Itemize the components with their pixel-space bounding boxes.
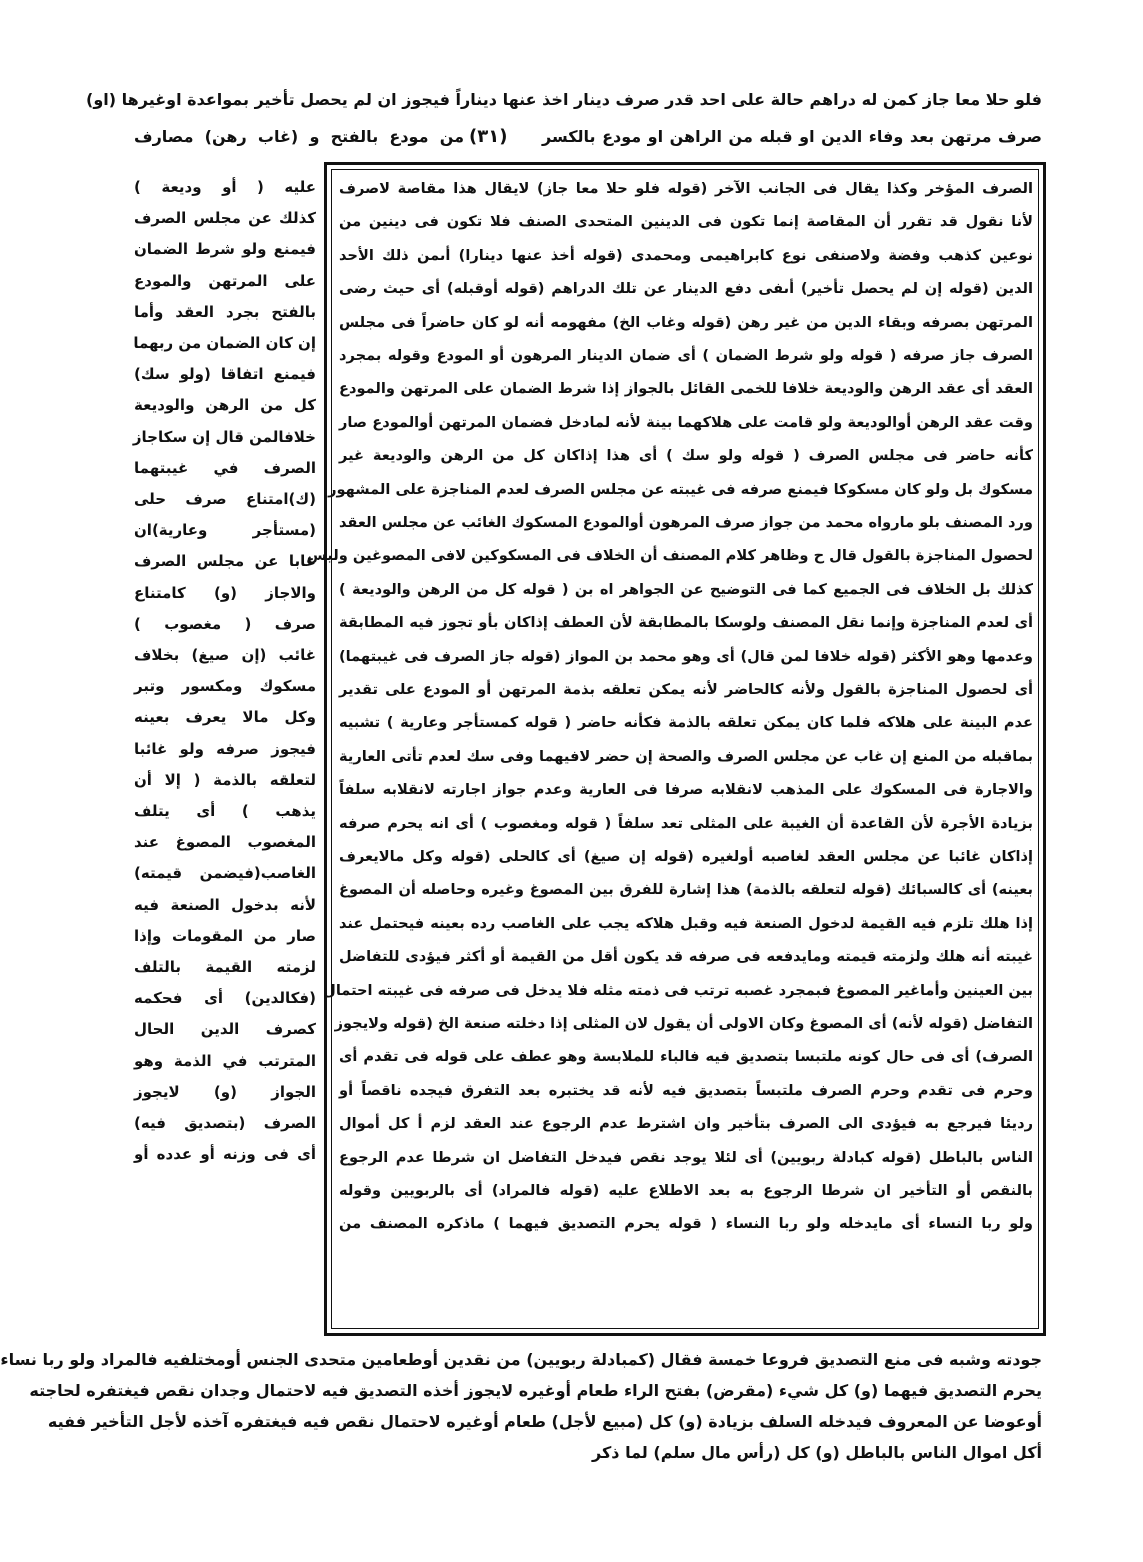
side-column-line: فيمنع اتفاقا (ولو سك) [134, 365, 316, 384]
side-column-line: المترتب في الذمة وهو [134, 1051, 316, 1070]
side-column-line: والاجاز (و) كامتناع [134, 583, 316, 602]
commentary-line: كذلك بل الخلاف فى الجميع كما فى التوضيح عن الجواهر اه بن ( قوله كل من الرهن والوديعة ) [339, 580, 1033, 598]
side-column-line: كصرف الدين الحال [134, 1020, 316, 1039]
commentary-line: إذا هلك تلزم فيه القيمة لدخول الصنعة فيه وقبل هلاكه يجب على الغاصب رده بعينه فيحتمل عند [339, 914, 1033, 932]
commentary-line: الصرف جاز صرفه ( قوله ولو شرط الضمان ) أى ضمان الدينار المرهون أو المودع وقوله بمجرد [339, 347, 1033, 364]
top-line-2: صرف مرتهن بعد وفاء الدين او قبله من الراهن او مودع بالكسر [542, 127, 1042, 146]
commentary-line: العقد أى عقد الرهن والوديعة خلافا للخمى القائل بالجواز إذا شرط الضمان على المرتهن والمودع [339, 380, 1033, 398]
side-column-line: الصرف (بتصديق فيه) [134, 1114, 316, 1132]
commentary-line: وقت عقد الرهن أوالوديعة ولو قامت على هلاكهما بينة لأنه لمادخل فضمان المرتهن أوالمودع صار [339, 413, 1033, 431]
side-column-line: الجواز (و) لايجوز [134, 1082, 316, 1101]
commentary-line: الدين (قوله إن لم يحصل تأخير) أىفى دفع الدينار عن تلك الدراهم (قوله أوقبله) أى حيث رضى [339, 280, 1033, 298]
bottom-text-line: جودته وشبه فى منع التصديق فروعا خمسة فقال (كمبادلة ربويين) من نقدين أوطعامين متحدى الجنس أومختلفيه فالمراد ولو ربا نساء [0, 1350, 1042, 1369]
commentary-line: والاجارة فى المسكوك على المذهب لانقلابه صرفا فى العارية وعدم جواز اجارته لانقلابه سلفاً [339, 781, 1033, 799]
commentary-line: غيبته أنه هلك ولزمته قيمته ومايدفعه فى صرفه قد يكون أقل من القيمة أو أكثر فيؤدى للتفاضل [339, 948, 1033, 966]
commentary-line: الناس بالباطل (قوله كبادلة ربويين) أى لئلا يوجد نقص فيدخل التفاضل ان شرطا عدم الرجوع [339, 1148, 1033, 1166]
side-column-line: مسكوك ومكسور وتبر [134, 677, 316, 696]
commentary-line: التفاضل (قوله لأنه) أى المصوغ وكان الاولى أن يقول لان المثلى إذا دخلته صنعة الخ (قوله ولايجوز [334, 1015, 1033, 1032]
side-column-line: لتعلقه بالذمة ( إلا أن [134, 770, 316, 789]
commentary-line: الصرف المؤخر وكذا يقال فى الجانب الآخر (قوله فلو حلا معا جاز) لايقال هذا مقاصة لاصرف [339, 180, 1033, 197]
bottom-text-line: أوعوضا عن المعروف فيدخله السلف بزيادة (و) كل (مبيع لأجل) طعام أوغيره لاحتمال نقص فيه فيغتفره آخذه لأجل التأخير ففيه [47, 1412, 1042, 1431]
side-column-line: لزمته القيمة بالتلف [134, 958, 316, 976]
side-column-line: كذلك عن مجلس الصرف [134, 209, 316, 228]
bottom-text-line: أكل اموال الناس بالباطل (و) كل (رأس مال سلم) لما ذكر [592, 1443, 1042, 1462]
commentary-line: ولو ربا النساء أى مايدخله ولو ربا النساء ( قوله يحرم التصديق فيهما ) ماذكره المصنف من [339, 1215, 1033, 1233]
bottom-text-line: يحرم التصديق فيهما (و) كل شيء (مقرض) بفتح الراء طعام أوغيره لايجوز أخذه التصديق فيه لاحتمال وجدان نقص فيغتفره لحاجته [29, 1381, 1042, 1400]
side-column-line: على المرتهن والمودع [134, 271, 316, 290]
side-column-line: (ك)امتناع صرف حلى [134, 490, 316, 508]
commentary-line: أى لحصول المناجزة بالقول ولأنه كالحاضر لأنه يمكن تعلقه بذمة المرتهن أو المودع على تقدير [339, 681, 1033, 698]
commentary-line: ورد المصنف بلو مارواه محمد من جواز صرف المرهون أوالمودع المسكوك الغائب عن مجلس العقد [339, 514, 1033, 531]
side-column-line: عليه ( أو وديعة ) [134, 178, 316, 196]
commentary-line: وحرم فى تقدم وحرم الصرف ملتبساً بتصديق فيه لأنه قد يختبره بعد التفرق فيجده ناقصاً أو [339, 1081, 1033, 1099]
side-column-line: فيمنع ولو شرط الضمان [134, 240, 316, 259]
side-column-line: وكل مالا يعرف بعينه [134, 708, 316, 727]
side-column-line: (فكالدين) أى فحكمه [134, 989, 316, 1008]
commentary-line: عدم البينة على هلاكه فلما كان يمكن تعلقه بالذمة فكأنه حاضر ( قوله كمستأجر وعارية ) تشبيه [339, 714, 1033, 732]
commentary-line: نوعين كذهب وفضة ولاصنفى نوع كابراهيمى ومحمدى (قوله أخذ عنها دينارا) أىمن ذلك الأحد [339, 246, 1033, 264]
page-number: (٣١) [469, 126, 508, 147]
side-column-line: فيجوز صرفه ولو غائبا [134, 739, 316, 758]
side-column-line: غائب (إن صيغ) بخلاف [134, 646, 316, 664]
side-column-line: صار من المقومات وإذا [134, 926, 316, 945]
top-line-1: فلو حلا معا جاز كمن له دراهم حالة على احد قدر صرف دينار اخذ عنها ديناراً فيجوز ان لم يحصل تأخير بمواعدة اوغيرها (او) [86, 90, 1042, 109]
side-column-line: صرف ( مغصوب ) [134, 614, 316, 633]
commentary-line: لحصول المناجزة بالقول قال ح وظاهر كلام المصنف أن الخلاف فى المسكوكين لافى المصوغين وليس [306, 547, 1033, 565]
side-column-line: خلافالمن قال إن سكاجاز [132, 427, 316, 446]
commentary-line: مسكوك بل ولو كان مسكوكا فيمنع صرفه فى غيبته عن مجلس الصرف لعدم المناجزة على المشهور [328, 480, 1033, 498]
commentary-line: رديئا فيرجع به فيؤدى الى الصرف بتأخير وان اشترط عدم الرجوع عند العقد لزم أ كل أموال [339, 1115, 1033, 1133]
side-column-line: إن كان الضمان من ربهما [133, 334, 316, 352]
commentary-line: بماقبله من المنع إن غاب عن مجلس الصرف والصحة إن حضر لافيهما وفى سك لعدم تأتى العارية [339, 747, 1033, 765]
side-column-line: (مستأجر وعارية)ان [134, 521, 316, 540]
top-line-3: من مودع بالفتح و (غاب رهن) مصارف [134, 127, 464, 146]
commentary-line: بالنقص أو التأخير ان شرطا الرجوع به بعد الاطلاع عليه (قوله فالمراد) أى بالربويين وقوله [339, 1182, 1033, 1199]
commentary-line: المرتهن بصرفه وبقاء الدين من غير رهن (قوله وغاب الخ) مفهومه أنه لو كان حاضراً فى مجلس [339, 313, 1033, 331]
side-column-line: يذهب ) أى يتلف [134, 802, 316, 820]
commentary-line: بزيادة الأجرة لأن القاعدة أن الغيبة على المثلى تعد سلفاً ( قوله ومغصوب ) أى انه يحرم صرفه [339, 814, 1033, 832]
commentary-line: أى لعدم المناجزة وإنما نقل المصنف ولوسكا بالمطابقة لأن العطف إذاكان بأو تجوز فيه المطابقة [339, 614, 1033, 632]
side-column-line: بالفتح بجرد العقد وأما [134, 302, 316, 321]
commentary-line: الصرف) أى فى حال كونه ملتبسا بتصديق فيه فالباء للملابسة وهو عطف على قوله فى تقدم أى [339, 1048, 1033, 1066]
side-column-line: غابا عن مجلس الصرف [134, 552, 316, 571]
commentary-line: كأنه حاضر فى مجلس الصرف ( قوله ولو سك ) أى هذا إذاكان كل من الرهن والوديعة غير [339, 447, 1033, 465]
side-column-line: أى فى وزنه أو عدده أو [134, 1145, 316, 1164]
commentary-line: وعدمها وهو الأكثر (قوله خلافا لمن قال) أى وهو محمد بن المواز (قوله جاز الصرف فى غيبتهما) [339, 647, 1033, 665]
commentary-line: بعينه) أى كالسبائك (قوله لتعلقه بالذمة) هذا إشارة للفرق بين المصوغ وغيره وحاصله أن المصوغ [339, 881, 1033, 899]
side-column-line: الغاصب(فيضمن قيمته) [134, 864, 316, 883]
commentary-line: لأنا نقول قد تقرر أن المقاصة إنما تكون فى الدينين المتحدى الصنف فلا تكون فى دينين من [339, 213, 1033, 231]
commentary-line: إذاكان غائبا عن مجلس العقد لغاصبه أولغيره (قوله إن صيغ) أى كالحلى (قوله وكل مالايعرف [339, 848, 1033, 865]
commentary-line: بين العينين وأماغير المصوغ فبمجرد غصبه ترتب فى ذمته مثله فلا يدخل فى صرفه فى غيبته احتمال [323, 981, 1033, 999]
side-column-line: لأنه بدخول الصنعة فيه [134, 895, 316, 914]
side-column-line: الصرف في غيبتهما [134, 458, 316, 477]
side-column-line: كل من الرهن والوديعة [134, 396, 316, 415]
side-column-line: المغصوب المصوغ عند [134, 833, 316, 852]
